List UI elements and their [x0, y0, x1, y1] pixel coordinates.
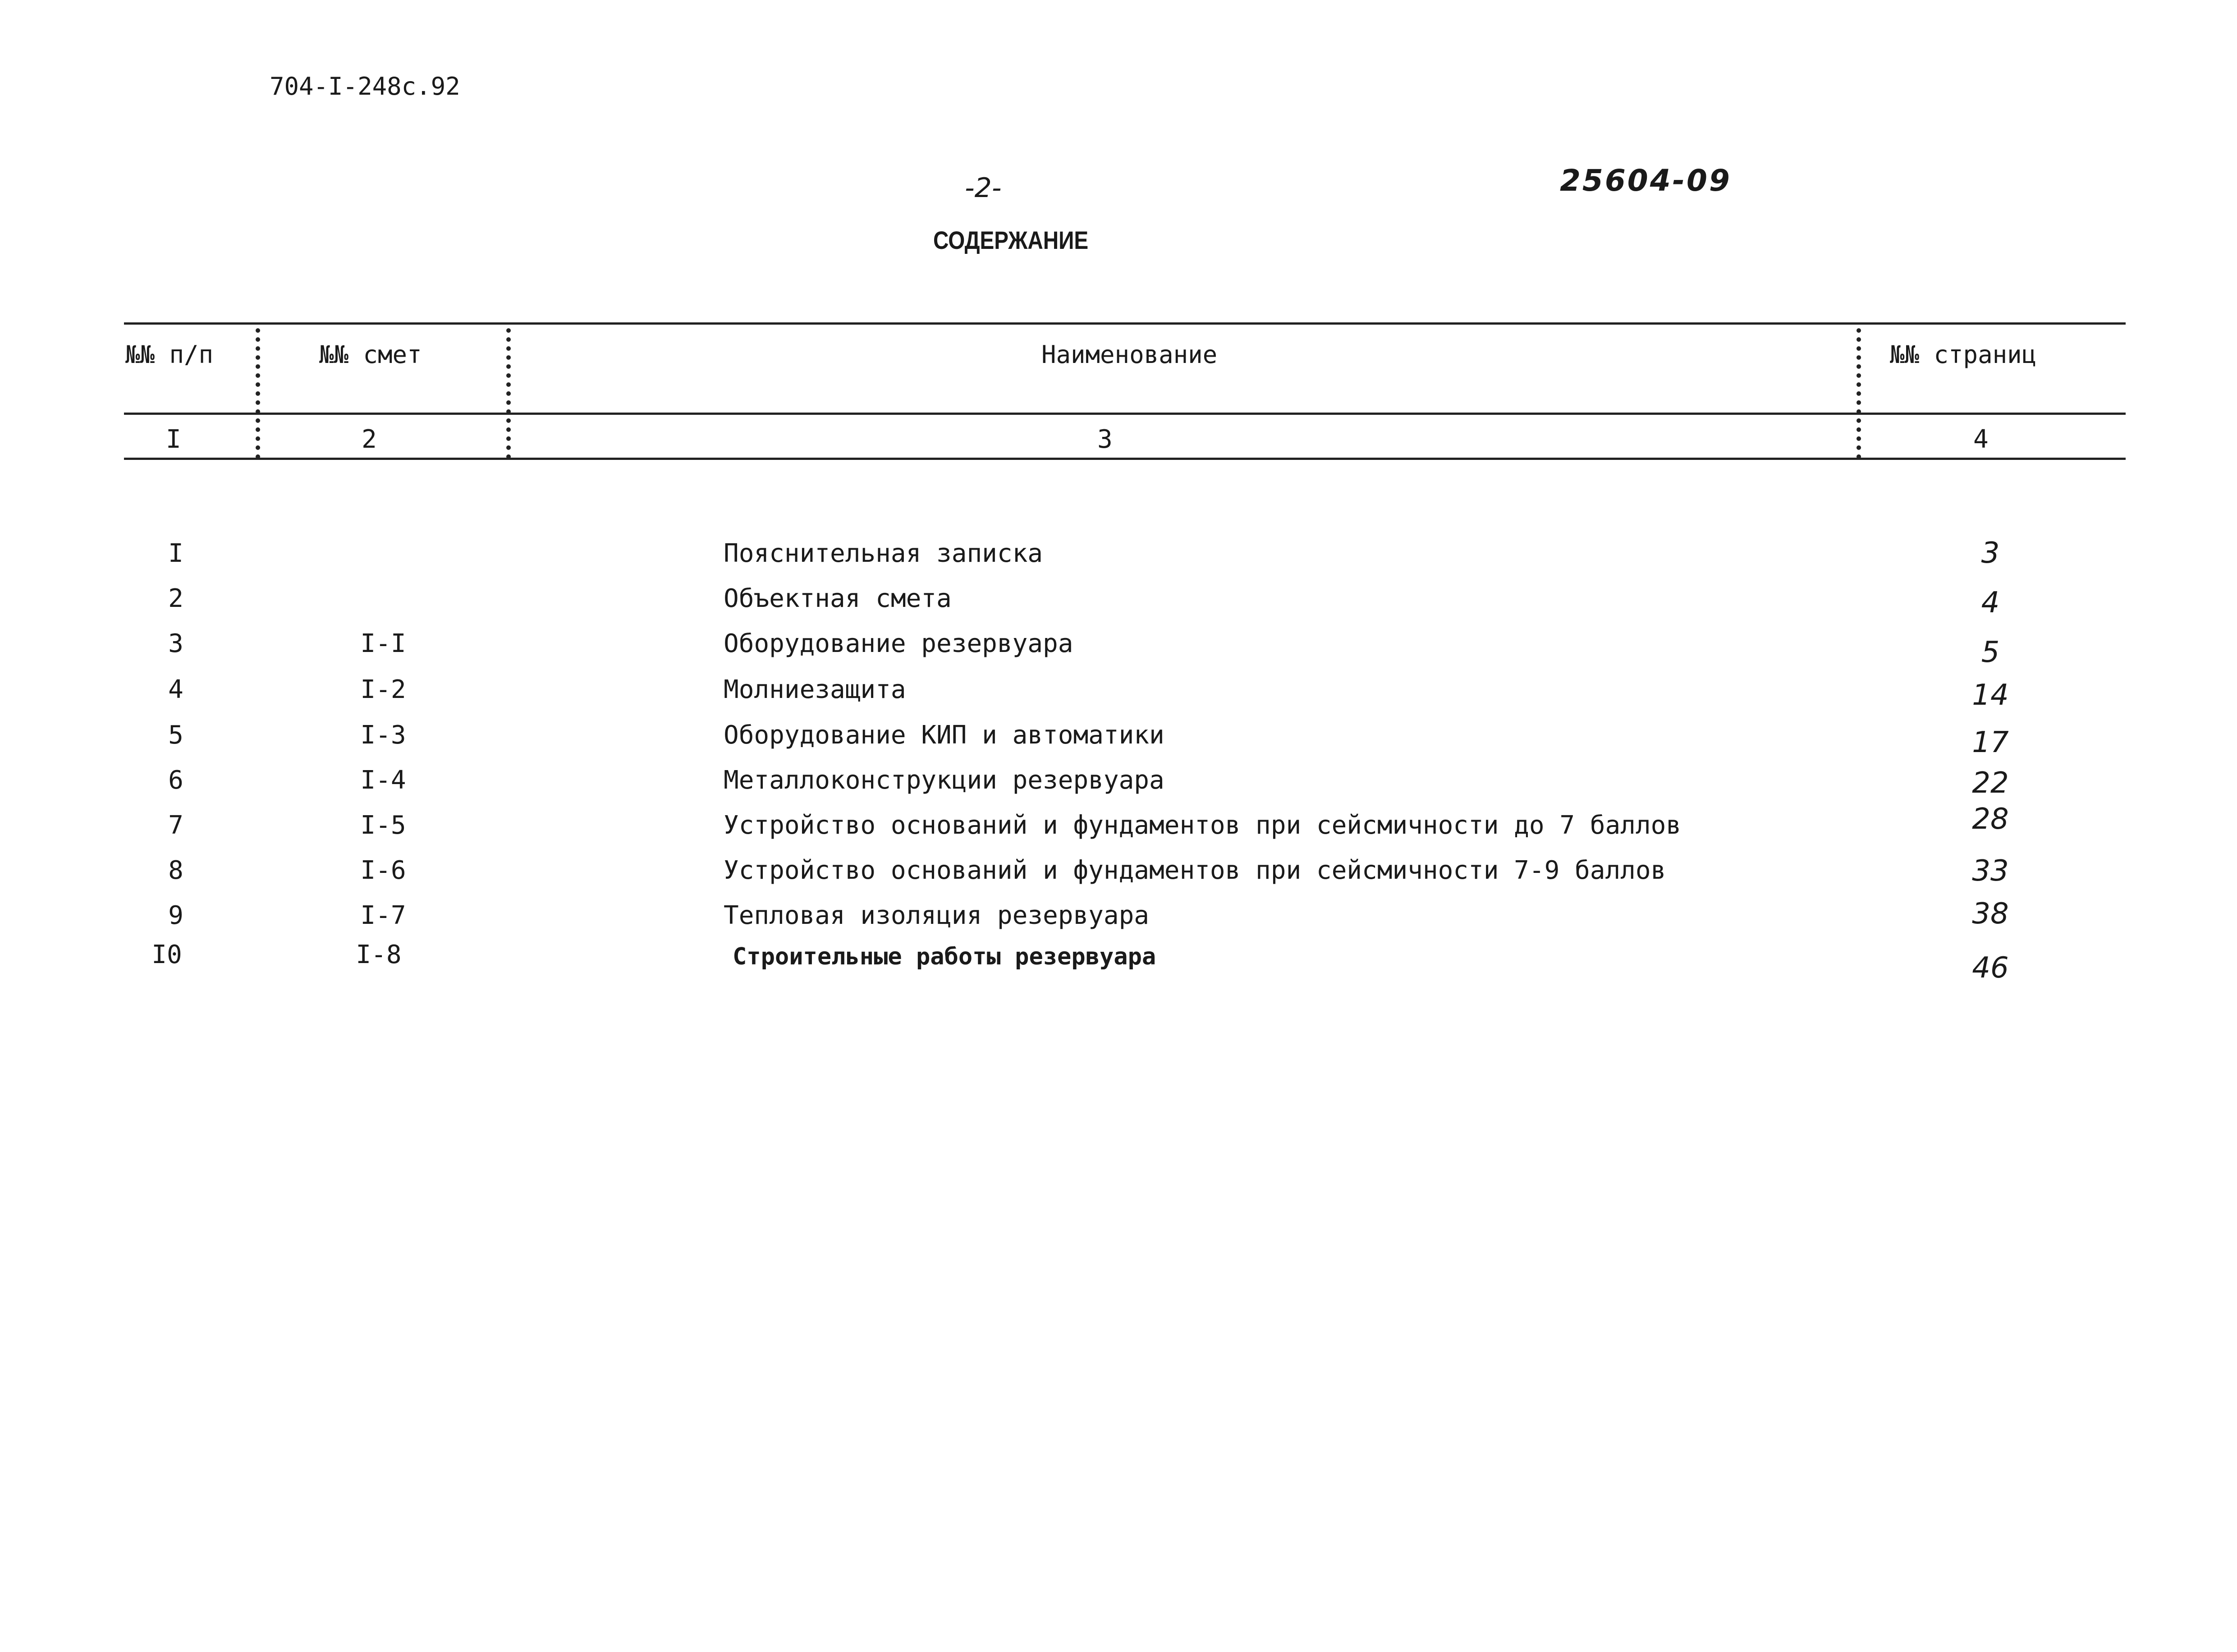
row-page: 5	[1981, 636, 2000, 669]
column-header-page-number: №№ страниц	[1890, 340, 2037, 369]
column-header-name: Наименование	[1041, 340, 1218, 369]
row-number: 9	[168, 901, 183, 930]
column-number-4: 4	[1973, 425, 1989, 454]
row-page: 14	[1972, 679, 2009, 712]
row-name: Объектная смета	[724, 584, 952, 613]
row-page: 38	[1972, 897, 2009, 931]
row-number: 6	[168, 766, 183, 795]
column-separator-2	[506, 328, 511, 459]
row-number: 8	[168, 856, 183, 885]
row-number: 5	[168, 720, 183, 750]
row-page: 28	[1972, 803, 2009, 836]
row-page: 33	[1972, 854, 2009, 888]
row-name: Устройство оснований и фундаментов при сейсмичности 7-9 баллов	[724, 856, 1666, 885]
row-estimate: I-3	[360, 720, 406, 750]
row-number: I0	[151, 940, 182, 969]
row-estimate: I-7	[360, 901, 406, 930]
row-page: 22	[1972, 766, 2009, 800]
row-page: 46	[1972, 951, 2009, 985]
document-code: 704-I-248с.92	[270, 72, 460, 101]
page-number: -2-	[965, 172, 1002, 204]
row-page: 4	[1981, 586, 2000, 620]
column-number-3: 3	[1097, 425, 1113, 454]
row-name: Тепловая изоляция резервуара	[724, 901, 1150, 930]
row-number: 4	[168, 675, 183, 704]
row-name: Устройство оснований и фундаментов при сейсмичности до 7 баллов	[724, 811, 1682, 840]
row-name: Металлоконструкции резервуара	[724, 766, 1164, 795]
column-header-item-number: №№ п/п	[125, 340, 214, 369]
page-title: СОДЕРЖАНИЕ	[933, 226, 1089, 254]
row-name: Молниезащита	[724, 675, 906, 704]
table-top-rule	[124, 322, 2126, 325]
table-header-rule	[124, 413, 2126, 415]
row-page: 3	[1981, 537, 2000, 570]
row-number: 7	[168, 811, 183, 840]
column-number-2: 2	[362, 425, 377, 454]
row-name: Оборудование КИП и автоматики	[724, 720, 1164, 750]
row-estimate: I-2	[360, 675, 406, 704]
row-estimate: I-4	[360, 766, 406, 795]
column-separator-1	[256, 328, 260, 459]
row-number: 2	[168, 584, 183, 613]
row-number: 3	[168, 629, 183, 658]
column-number-1: I	[166, 425, 181, 454]
row-name: Пояснительная записка	[724, 539, 1043, 568]
row-page: 17	[1972, 726, 2009, 759]
row-estimate: I-8	[356, 940, 402, 969]
row-name: Оборудование резервуара	[724, 629, 1073, 658]
row-estimate: I-I	[360, 629, 406, 658]
row-estimate: I-5	[360, 811, 406, 840]
column-header-estimate-number: №№ смет	[319, 340, 422, 369]
row-estimate: I-6	[360, 856, 406, 885]
table-numbers-rule	[124, 458, 2126, 460]
column-separator-3	[1857, 328, 1861, 459]
row-name: Строительные работы резервуара	[733, 943, 1156, 970]
row-number: I	[168, 539, 183, 568]
registration-number: 25604-09	[1560, 163, 1732, 198]
